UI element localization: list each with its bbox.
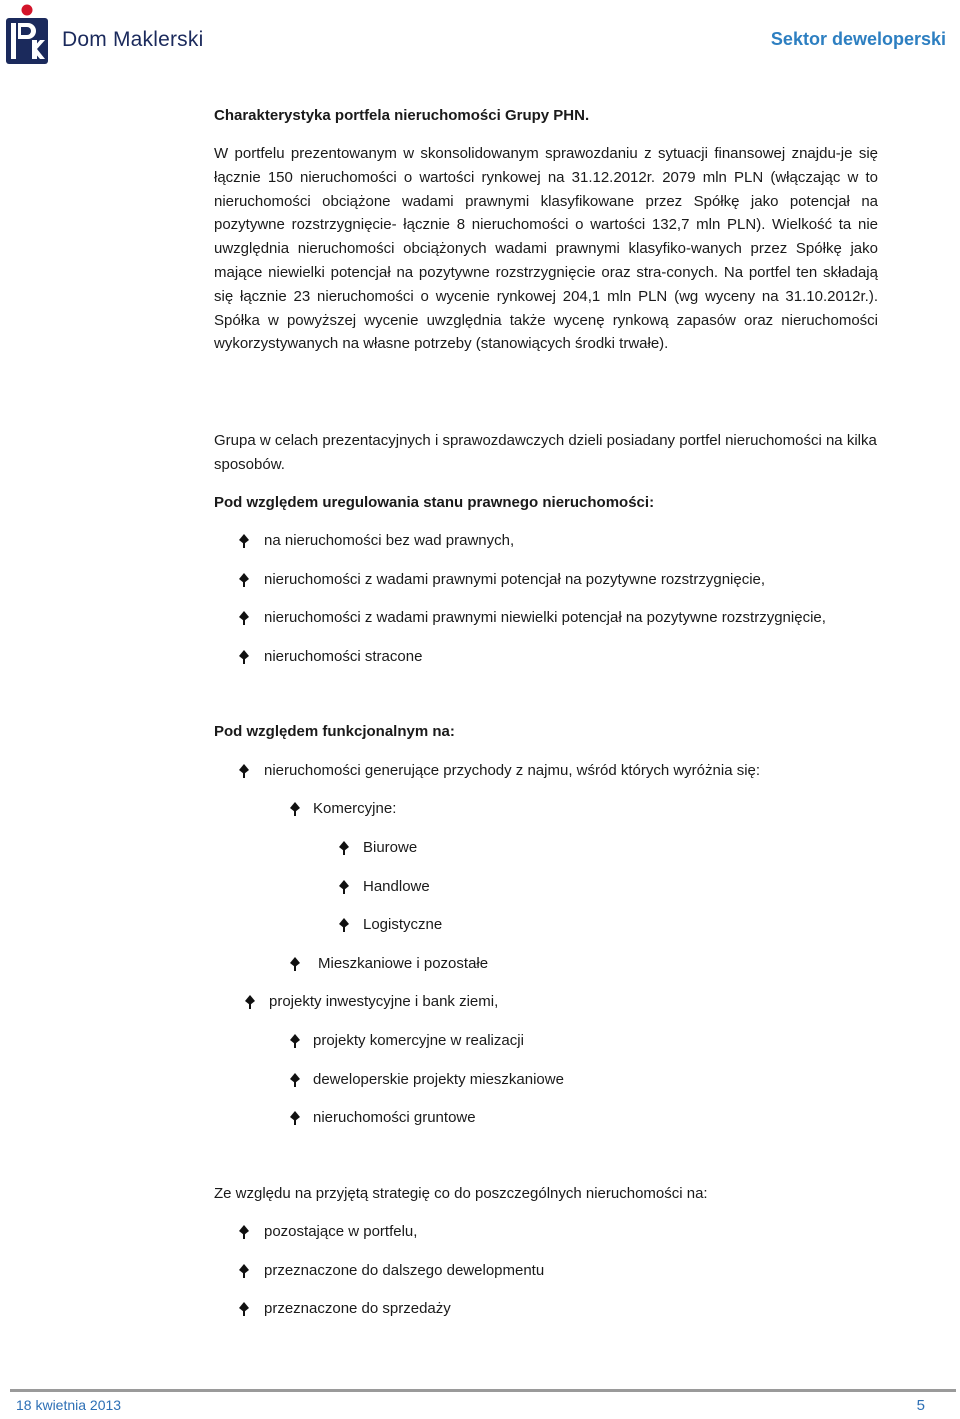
footer-date: 18 kwietnia 2013: [16, 1397, 122, 1413]
diamond-bullet-icon: [238, 1225, 250, 1239]
list-item-text: nieruchomości generujące przychody z najmu, wśród których wyróżnia się:: [264, 762, 761, 779]
diamond-bullet-icon: [289, 1073, 301, 1087]
list-item-text: Komercyjne:: [313, 800, 397, 817]
list-item-text: Mieszkaniowe i pozostałe: [318, 955, 489, 972]
strategy-heading: Ze względu na przyjętą strategię co do poszczególnych nieruchomości na:: [214, 1185, 708, 1202]
diamond-bullet-icon: [338, 918, 350, 932]
list-item-text: Handlowe: [363, 878, 430, 895]
diamond-bullet-icon: [238, 650, 250, 664]
list-item-text: projekty komercyjne w realizacji: [313, 1032, 524, 1049]
list-item-text: nieruchomości z wadami prawnymi niewielki potencjał na pozytywne rozstrzygnięcie,: [264, 609, 826, 626]
page-number: 5: [916, 1397, 925, 1414]
diamond-bullet-icon: [289, 957, 301, 971]
list-item-text: nieruchomości stracone: [264, 648, 423, 665]
section-title: Charakterystyka portfela nieruchomości Grupy PHN.: [214, 107, 590, 124]
page-header: [0, 0, 960, 80]
list-item-text: nieruchomości z wadami prawnymi potencjał na pozytywne rozstrzygnięcie,: [264, 571, 766, 588]
list-item-text: przeznaczone do dalszego dewelopmentu: [264, 1262, 545, 1279]
list-item-text: Logistyczne: [363, 916, 443, 933]
diamond-bullet-icon: [238, 611, 250, 625]
list-item-text: Biurowe: [363, 839, 418, 856]
diamond-bullet-icon: [238, 534, 250, 548]
diamond-bullet-icon: [289, 1111, 301, 1125]
list-item-text: na nieruchomości bez wad prawnych,: [264, 532, 515, 549]
functional-heading: Pod względem funkcjonalnym na:: [214, 723, 455, 740]
paragraph-classification: Grupa w celach prezentacyjnych i sprawozdawczych dzieli posiadany portfel nieruchomości na kilka sposobów.: [214, 432, 877, 473]
list-item-text: deweloperskie projekty mieszkaniowe: [313, 1071, 564, 1088]
paragraph-portfolio: W portfelu prezentowanym w skonsolidowanym sprawozdaniu z sytuacji finansowej znajdu-je się łącznie 150 nieruchomości o wartości rynkowej na 31.12.2012r. 2079 mln PLN (włączając w to nieruchomości obciążone wadami prawnymi klasyfikowane przez Spółkę jako potencjał na pozytywne rozstrzygnięcie- łącznie 8 nieruchomości o wartości 132,7 mln PLN). Wielkość ta nie uwzględnia nieruchomości obciążonych wadami prawnymi klasyfiko-wanych przez Spółkę jako mające niewielki potencjał na pozytywne rozstrzygnięcie oraz stra-conych. Na portfel ten składają się łącznie 23 nieruchomości o wycenie rynkowej 204,1 mln PLN (wg wyceny na 31.10.2012r.). Spółka w powyższej wycenie uwzględnia także wycenę rynkową zapasów oraz nieruchomości wykorzystywanych na własne potrzeby (stanowiących środki trwałe).: [214, 145, 878, 353]
footer-divider: [10, 1389, 956, 1392]
diamond-bullet-icon: [338, 880, 350, 894]
list-item-text: pozostające w portfelu,: [264, 1223, 418, 1240]
list-item-text: nieruchomości gruntowe: [313, 1109, 476, 1126]
pko-logo-icon: [4, 2, 50, 66]
diamond-bullet-icon: [289, 1034, 301, 1048]
diamond-bullet-icon: [238, 1264, 250, 1278]
list-item-text: projekty inwestycyjne i bank ziemi,: [269, 993, 499, 1010]
brand-name: Dom Maklerski: [62, 28, 204, 51]
sector-title: Sektor deweloperski: [770, 29, 946, 49]
diamond-bullet-icon: [338, 841, 350, 855]
diamond-bullet-icon: [238, 764, 250, 778]
diamond-bullet-icon: [289, 802, 301, 816]
list-item-text: przeznaczone do sprzedaży: [264, 1300, 451, 1317]
diamond-bullet-icon: [238, 573, 250, 587]
diamond-bullet-icon: [238, 1302, 250, 1316]
legal-heading: Pod względem uregulowania stanu prawnego nieruchomości:: [214, 494, 655, 511]
diamond-bullet-icon: [244, 995, 256, 1009]
